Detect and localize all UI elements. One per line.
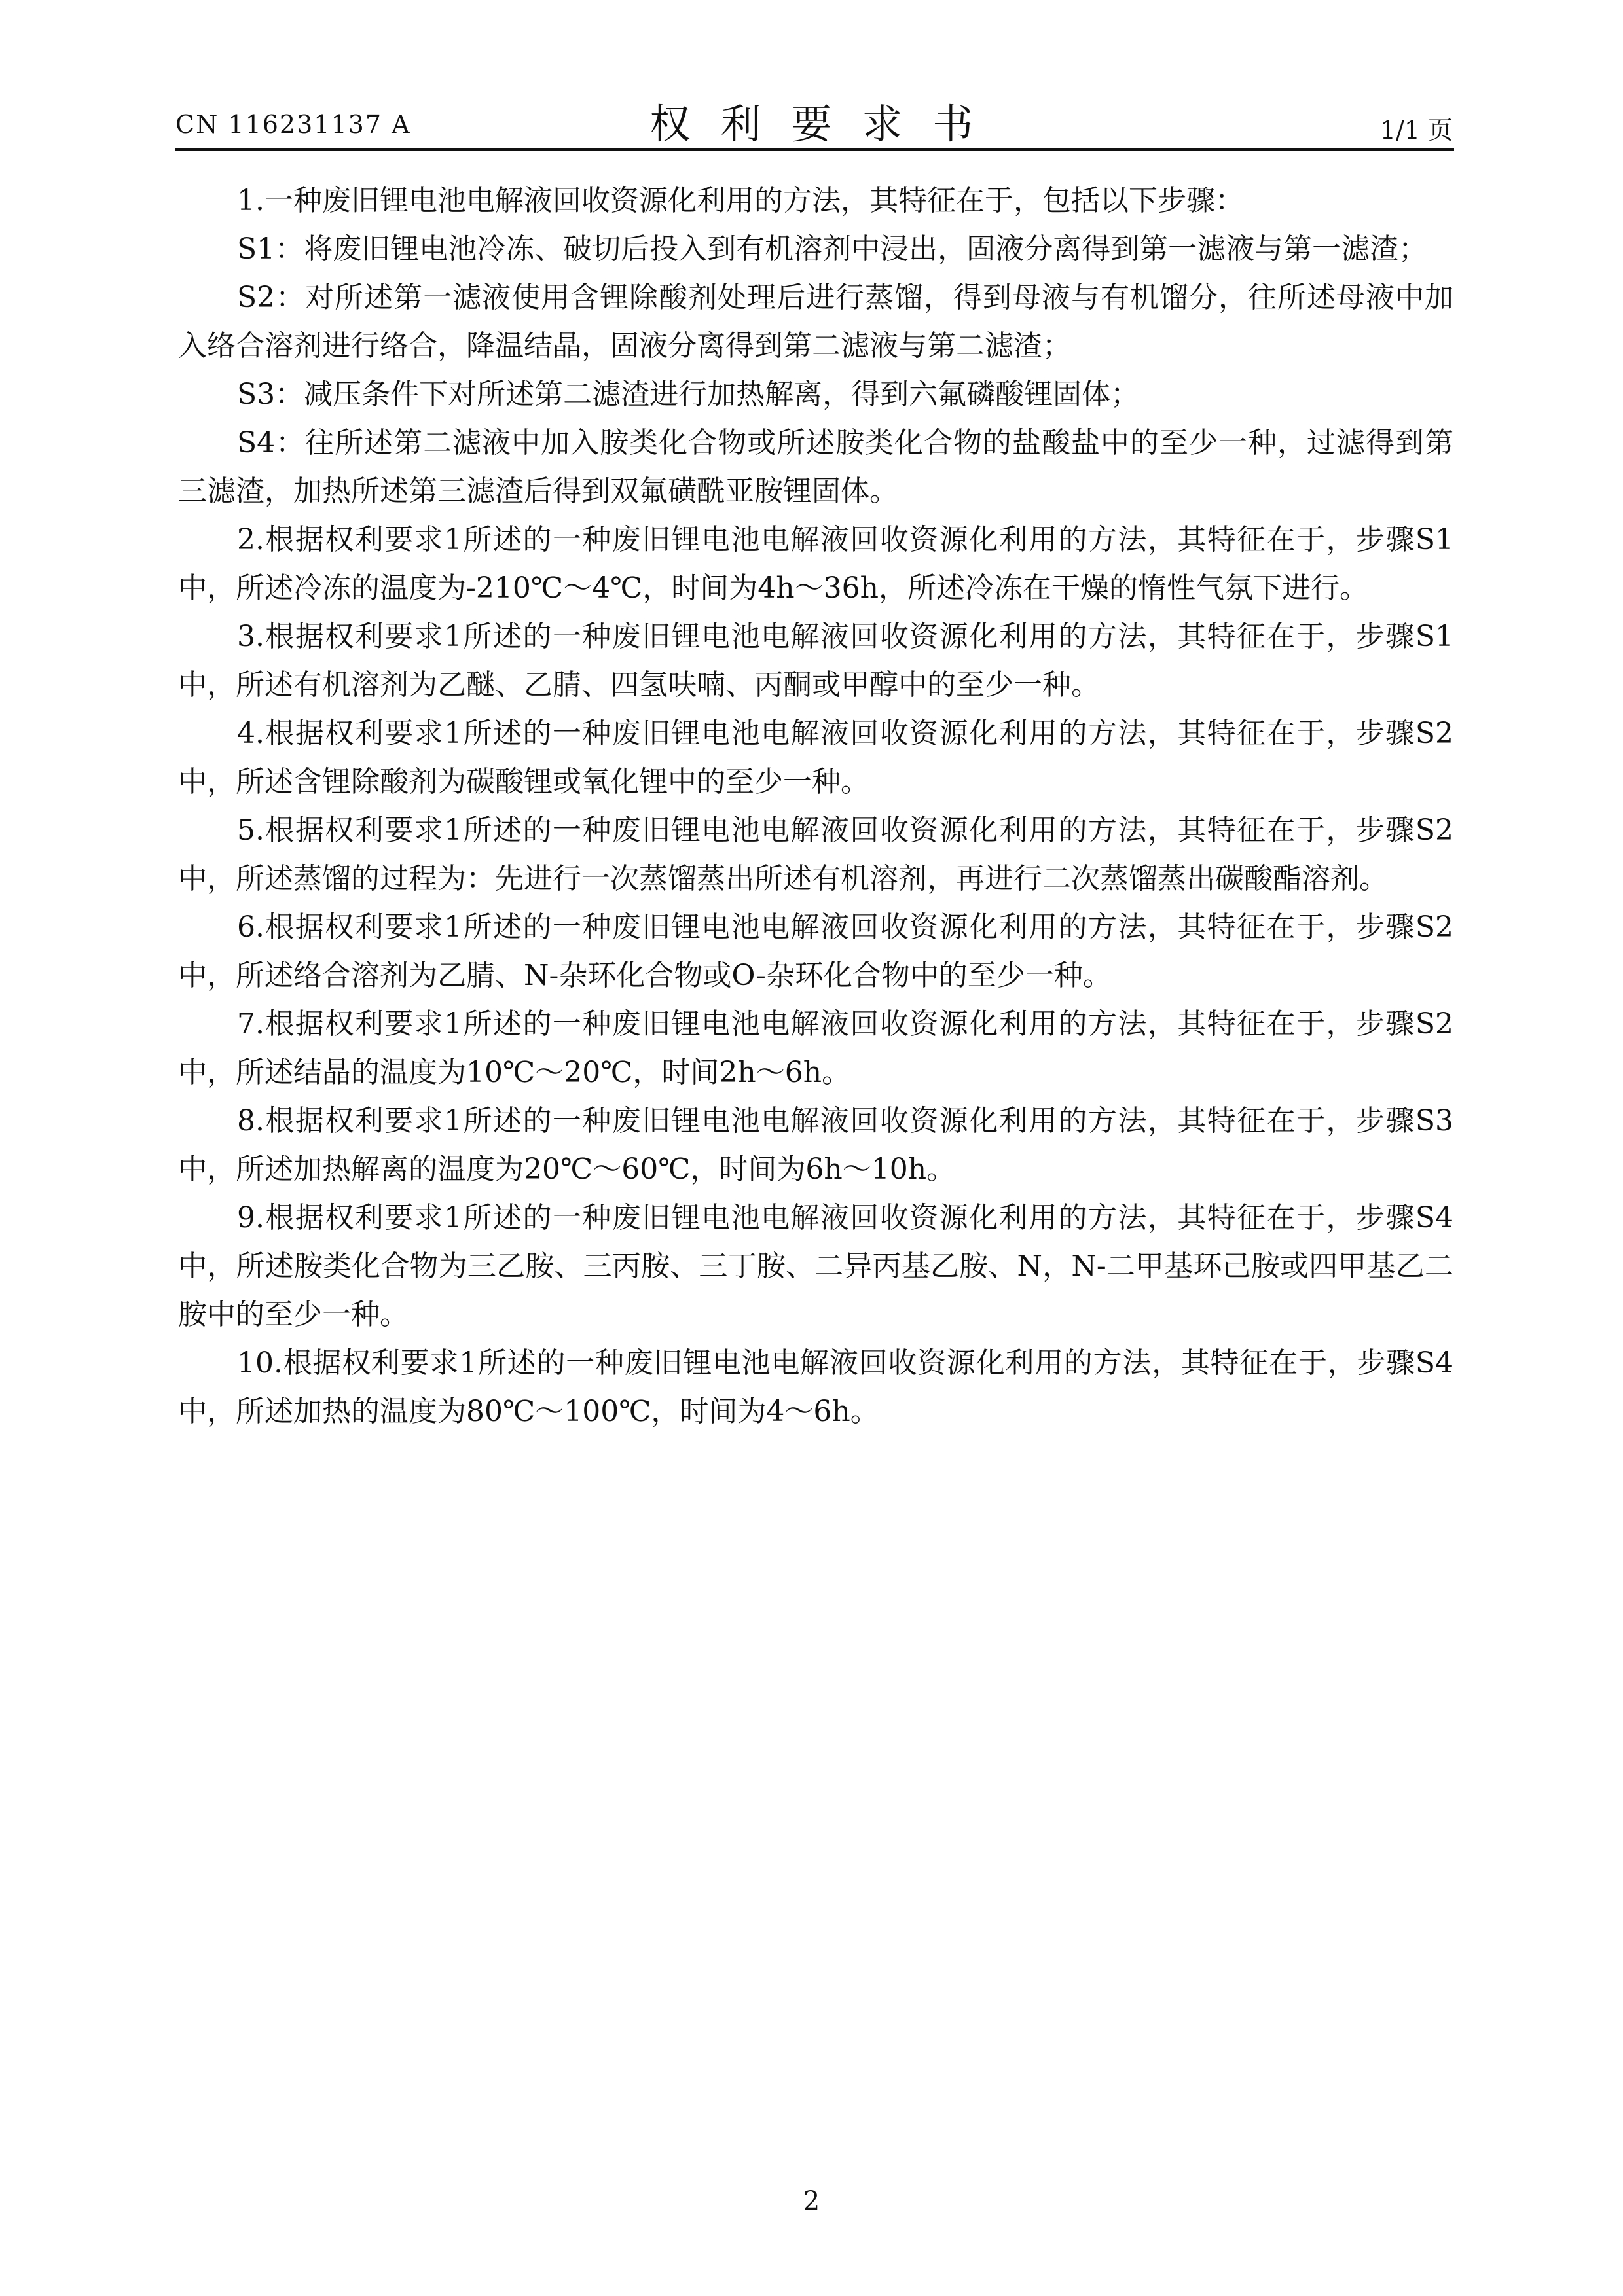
claim-3: 3.根据权利要求1所述的一种废旧锂电池电解液回收资源化利用的方法，其特征在于，步骤S1中，所述有机溶剂为乙醚、乙腈、四氢呋喃、丙酮或甲醇中的至少一种。 [178,620,1453,702]
patent-number: CN 116231137 A [175,110,411,139]
page-indicator: 1/1 页 [1379,116,1453,145]
claim-6: 6.根据权利要求1所述的一种废旧锂电池电解液回收资源化利用的方法，其特征在于，步骤S2中，所述络合溶剂为乙腈、N-杂环化合物或O-杂环化合物中的至少一种。 [178,910,1453,992]
claim-1: 1.一种废旧锂电池电解液回收资源化利用的方法，其特征在于，包括以下步骤： [237,184,1244,217]
page-title: 权利要求书 [649,100,1004,148]
claim-1-step-s4: S4：往所述第二滤液中加入胺类化合物或所述胺类化合物的盐酸盐中的至少一种，过滤得到第三滤渣，加热所述第三滤渣后得到双氟磺酰亚胺锂固体。 [178,426,1453,508]
page-number: 2 [803,2186,820,2216]
claim-10: 10.根据权利要求1所述的一种废旧锂电池电解液回收资源化利用的方法，其特征在于，步骤S4中，所述加热的温度为80℃～100℃，时间为4～6h。 [178,1346,1453,1428]
claim-1-step-s2: S2：对所述第一滤液使用含锂除酸剂处理后进行蒸馏，得到母液与有机馏分，往所述母液中加入络合溶剂进行络合，降温结晶，固液分离得到第二滤液与第二滤渣； [178,281,1453,363]
claim-7: 7.根据权利要求1所述的一种废旧锂电池电解液回收资源化利用的方法，其特征在于，步骤S2中，所述结晶的温度为10℃～20℃，时间2h～6h。 [178,1007,1453,1089]
claim-8: 8.根据权利要求1所述的一种废旧锂电池电解液回收资源化利用的方法，其特征在于，步骤S3中，所述加热解离的温度为20℃～60℃，时间为6h～10h。 [178,1104,1453,1186]
claim-2: 2.根据权利要求1所述的一种废旧锂电池电解液回收资源化利用的方法，其特征在于，步骤S1中，所述冷冻的温度为-210℃～4℃，时间为4h～36h，所述冷冻在干燥的惰性气氛下进行。 [178,523,1453,605]
claim-1-step-s1: S1：将废旧锂电池冷冻、破切后投入到有机溶剂中浸出，固液分离得到第一滤液与第一滤渣； [237,232,1428,266]
claim-5: 5.根据权利要求1所述的一种废旧锂电池电解液回收资源化利用的方法，其特征在于，步骤S2中，所述蒸馏的过程为：先进行一次蒸馏蒸出所述有机溶剂，再进行二次蒸馏蒸出碳酸酯溶剂。 [178,814,1453,895]
claim-1-step-s3: S3：减压条件下对所述第二滤渣进行加热解离，得到六氟磷酸锂固体； [237,378,1140,411]
claims-body [178,177,1453,1436]
claim-4: 4.根据权利要求1所述的一种废旧锂电池电解液回收资源化利用的方法，其特征在于，步骤S2中，所述含锂除酸剂为碳酸锂或氧化锂中的至少一种。 [178,717,1453,798]
claim-9: 9.根据权利要求1所述的一种废旧锂电池电解液回收资源化利用的方法，其特征在于，步骤S4中，所述胺类化合物为三乙胺、三丙胺、三丁胺、二异丙基乙胺、N，N-二甲基环己胺或四甲基乙二胺中的至少一种。 [178,1201,1453,1331]
header-divider [175,148,1454,151]
